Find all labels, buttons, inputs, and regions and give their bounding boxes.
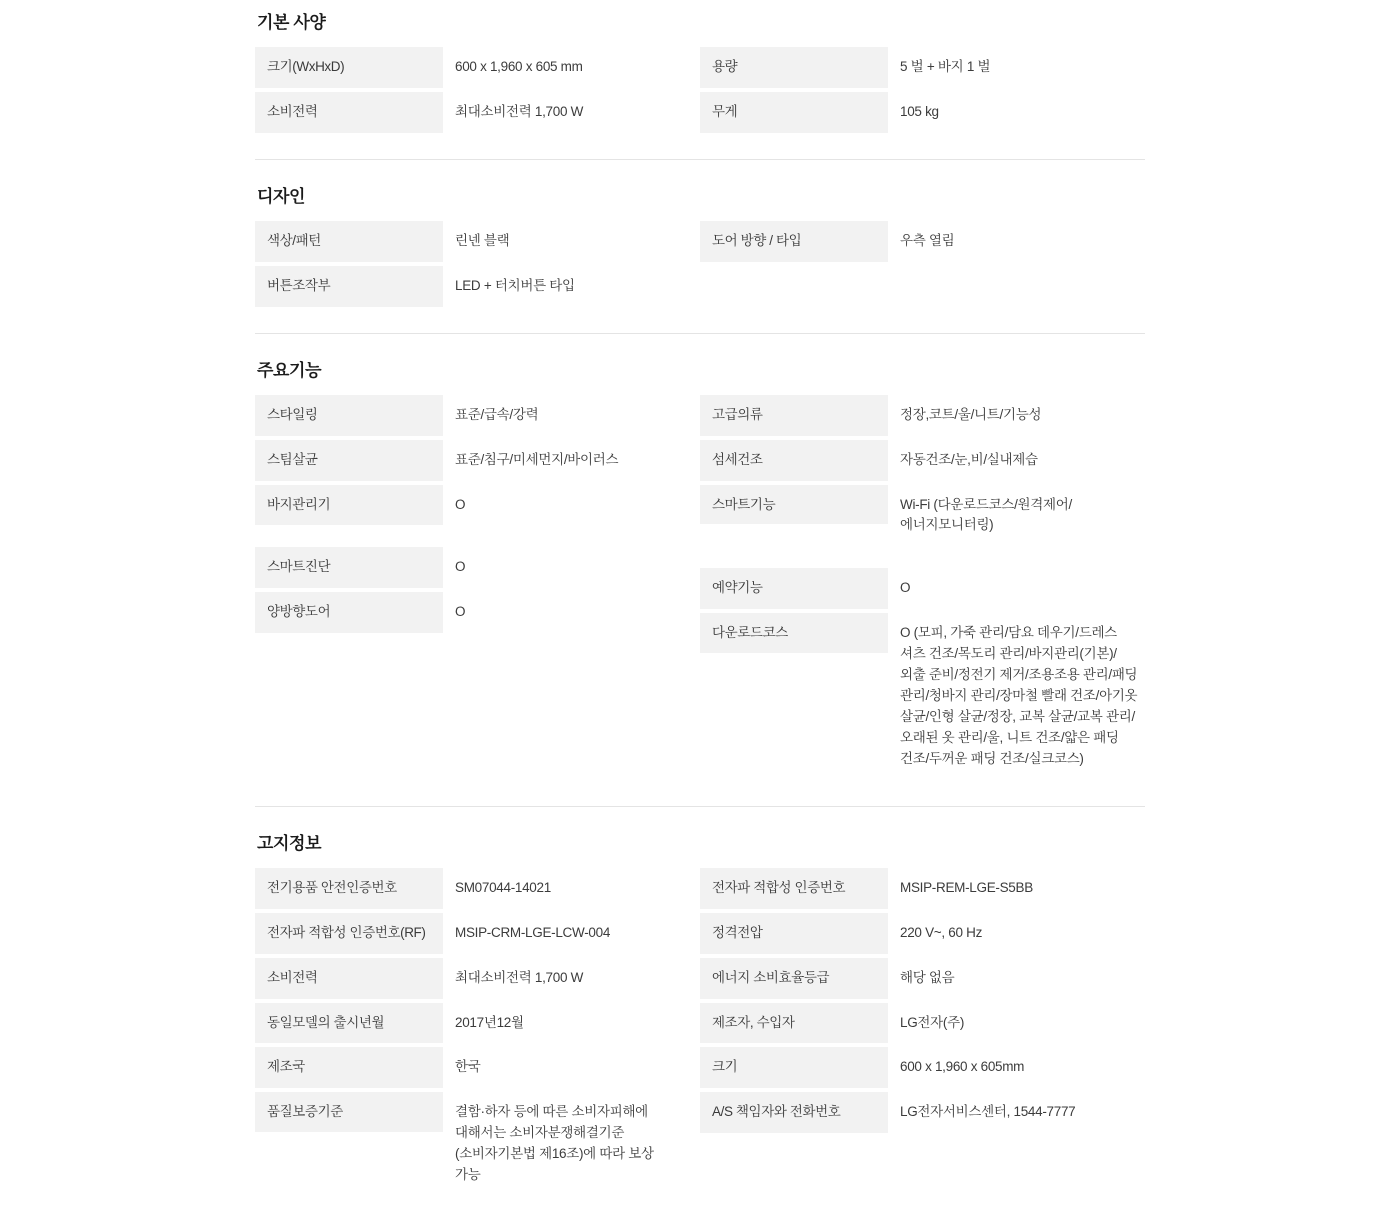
spec-value: 2017년12월 [455,1014,524,1030]
spec-row [700,613,1145,779]
spec-label: 다운로드코스 [700,613,888,653]
spec-sections-container [255,8,1145,1222]
section-design [255,159,1145,333]
spec-label: 바지관리기 [255,485,443,526]
spec-value: 최대소비전력 1,700 W [455,969,584,985]
spec-row [255,1003,682,1044]
spec-value: LG전자서비스센터, 1544-7777 [900,1104,1076,1120]
spec-label: 스타일링 [255,395,443,436]
spec-row-gap [700,550,1145,568]
spec-label: 에너지 소비효율등급 [700,958,888,999]
spec-value: 우측 열림 [900,232,955,248]
spec-column-left [255,395,700,784]
spec-label: 소비전력 [255,92,443,133]
spec-label: 정격전압 [700,913,888,954]
spec-row [255,47,682,88]
spec-label: 스마트기능 [700,485,888,525]
spec-row [255,1092,682,1196]
spec-value: 자동건조/눈,비/실내제습 [900,451,1038,467]
spec-value: 표준/급속/강력 [455,406,539,422]
spec-label: 고급의류 [700,395,888,436]
section-title-main-features: 주요기능 [257,360,322,380]
spec-label: 예약기능 [700,568,888,609]
spec-row [700,913,1145,954]
spec-label: 소비전력 [255,958,443,999]
spec-value: SM07044-14021 [455,879,551,895]
spec-column-right [700,47,1145,137]
spec-row [255,266,682,307]
spec-row [255,958,682,999]
spec-value: 600 x 1,960 x 605mm [900,1059,1025,1075]
spec-label: 제조국 [255,1047,443,1088]
spec-value: 정장,코트/울/니트/기능성 [900,406,1042,422]
spec-value: 600 x 1,960 x 605 mm [455,59,583,74]
spec-label: 무게 [700,92,888,133]
spec-value: 220 V~, 60 Hz [900,924,983,940]
spec-label: 용량 [700,47,888,88]
spec-label: 품질보증기준 [255,1092,443,1132]
spec-value: 한국 [455,1059,481,1075]
section-title-notice-info: 고지정보 [257,833,322,853]
spec-row [255,92,682,133]
spec-label: 섬세건조 [700,440,888,481]
spec-label: 색상/패턴 [255,221,443,262]
spec-label: 스마트진단 [255,547,443,588]
spec-label: 제조자, 수입자 [700,1003,888,1044]
spec-value: 해당 없음 [900,969,955,985]
spec-row [255,395,682,436]
spec-label: A/S 책임자와 전화번호 [700,1092,888,1133]
spec-value: LG전자(주) [900,1014,965,1030]
spec-value: 결함·하자 등에 따른 소비자피해에 대해서는 소비자분쟁해결기준(소비자기본법 제16조)에 따라 보상 가능 [455,1104,654,1183]
spec-grid-basic-spec [255,47,1145,137]
spec-column-right [700,868,1145,1200]
spec-label: 동일모델의 출시년월 [255,1003,443,1044]
spec-row [700,440,1145,481]
section-main-features [255,333,1145,806]
spec-column-left [255,868,700,1200]
spec-column-left [255,47,700,137]
spec-value: O (모피, 가죽 관리/담요 데우기/드레스 셔츠 건조/목도리 관리/바지관리(기본)/외출 준비/정전기 제거/조용조용 관리/패딩 관리/청바지 관리/장마철 빨래 건조/아기옷 살균/인형 살균/정장, 교복 살균/교복 관리/오래된 옷 관리/울, 니트 건조/얇은 패딩 건조/두꺼운 패딩 건조/실크코스) [900,625,1138,766]
spec-row [700,221,1145,262]
spec-value: O [900,580,911,596]
spec-value: 5 벌 + 바지 1 벌 [900,59,991,74]
spec-row [255,485,682,526]
spec-row [700,47,1145,88]
spec-label: 전기용품 안전인증번호 [255,868,443,909]
spec-value: O [455,559,466,575]
spec-value: MSIP-REM-LGE-S5BB [900,879,1033,895]
spec-row [700,1003,1145,1044]
spec-row [255,221,682,262]
spec-row [255,1047,682,1088]
spec-label: 스팀살균 [255,440,443,481]
spec-label: 양방향도어 [255,592,443,633]
spec-row [255,913,682,954]
spec-column-right [700,221,1145,311]
section-title-basic-spec: 기본 사양 [257,13,326,32]
spec-row [700,868,1145,909]
spec-grid-design [255,221,1145,311]
spec-value: MSIP-CRM-LGE-LCW-004 [455,924,611,940]
spec-row [700,485,1145,547]
section-notice-info [255,806,1145,1222]
spec-label: 전자파 적합성 인증번호 [700,868,888,909]
spec-grid-notice-info [255,868,1145,1200]
spec-row [700,395,1145,436]
spec-row [700,1047,1145,1088]
spec-value: 최대소비전력 1,700 W [455,103,584,119]
spec-row [255,440,682,481]
spec-row [700,958,1145,999]
spec-value: 린넨 블랙 [455,232,510,248]
spec-label: 도어 방향 / 타입 [700,221,888,262]
spec-value: 표준/침구/미세먼지/바이러스 [455,451,619,467]
spec-value: O [455,496,466,512]
spec-value: Wi-Fi (다운로드코스/원격제어/에너지모니터링) [900,496,1072,533]
spec-column-right [700,395,1145,784]
spec-row-gap [255,529,682,547]
spec-row [700,92,1145,133]
spec-row [700,568,1145,609]
spec-value: LED + 터치버튼 타입 [455,277,575,293]
spec-row [700,1092,1145,1133]
spec-value: 105 kg [900,103,939,119]
spec-row [255,592,682,633]
spec-label: 크기 [700,1047,888,1088]
spec-label: 버튼조작부 [255,266,443,307]
spec-grid-main-features [255,395,1145,784]
spec-label: 크기(WxHxD) [255,47,443,88]
spec-column-left [255,221,700,311]
spec-value: O [455,604,466,620]
spec-row [255,547,682,588]
section-basic-spec [255,8,1145,159]
section-title-design: 디자인 [257,186,306,206]
spec-label: 전자파 적합성 인증번호(RF) [255,913,443,954]
spec-row [255,868,682,909]
